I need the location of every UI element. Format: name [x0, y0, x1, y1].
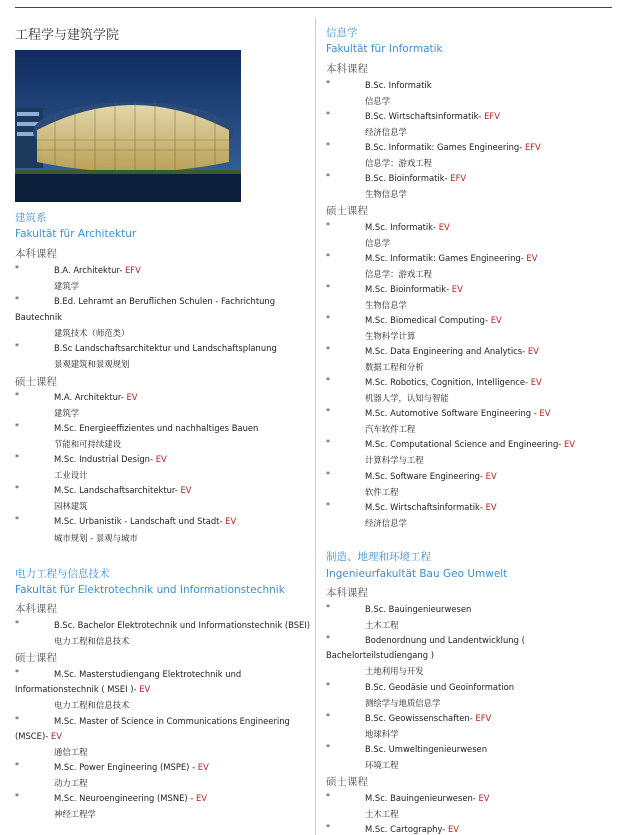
program-tag: EV — [139, 684, 151, 694]
program-level-heading: 本科课程 — [15, 248, 57, 260]
program-name — [365, 408, 550, 418]
program-tag: EFV — [524, 142, 541, 152]
bullet-icon: * — [326, 376, 330, 385]
bullet-icon: * — [326, 79, 330, 88]
program-name-continued — [15, 312, 62, 322]
program-name — [365, 713, 491, 723]
department-title-cn: 信息学 — [326, 27, 358, 39]
program-name-continued — [15, 731, 62, 741]
program-tag: EV — [438, 222, 450, 232]
bullet-icon: * — [15, 295, 19, 304]
program-name-continued — [326, 650, 434, 660]
program-tag: EFV — [484, 111, 500, 121]
program-name — [365, 142, 541, 152]
program-name-text: M.Sc. Informatik- — [365, 222, 439, 232]
bullet-icon: * — [326, 345, 330, 354]
bullet-icon: * — [15, 515, 19, 524]
program-name — [365, 284, 463, 294]
program-name-text: B.A. Architektur- — [54, 265, 126, 275]
bullet-icon: * — [15, 342, 19, 351]
program-name-cn: 建筑技术（师范类） — [54, 328, 130, 338]
program-name-text: B.Sc. Informatik: Games Engineering- — [365, 142, 525, 152]
program-name-text: B.Sc. Bachelor Elektrotechnik und Informationstechnik (BSEI) — [54, 620, 311, 630]
program-name — [365, 111, 500, 121]
program-name-text: M.Sc. Automotive Software Engineering - — [365, 408, 540, 418]
program-name — [365, 793, 490, 803]
bullet-icon: * — [326, 172, 330, 181]
program-name-cn: 神经工程学 — [54, 809, 96, 819]
program-name-cn: 机器人学，认知与智能 — [365, 393, 449, 403]
program-name-cn: 电力工程和信息技术 — [54, 636, 130, 646]
program-name-cn: 建筑学 — [54, 408, 80, 418]
program-name — [54, 423, 258, 433]
program-tag: EV — [451, 284, 463, 294]
program-name — [54, 620, 310, 630]
bullet-icon: * — [326, 712, 330, 721]
program-name-cn: 信息学 — [365, 238, 391, 248]
program-name-cn: 地球科学 — [365, 729, 399, 739]
bullet-icon: * — [326, 501, 330, 510]
program-name-text: M.Sc. Industrial Design- — [54, 454, 156, 464]
top-rule — [15, 7, 612, 8]
program-name-cn: 节能和可持续建设 — [54, 439, 121, 449]
program-name — [365, 173, 466, 183]
program-name — [54, 762, 209, 772]
program-tag: EV — [196, 793, 208, 803]
program-name-cn: 计算科学与工程 — [365, 455, 424, 465]
program-name — [365, 502, 497, 512]
program-name-text: B.Sc. Informatik — [365, 80, 432, 90]
school-title: 工程学与建筑学院 — [15, 28, 120, 43]
bullet-icon: * — [15, 391, 19, 400]
bullet-icon: * — [15, 484, 19, 493]
program-level-heading: 本科课程 — [326, 587, 368, 599]
program-name-cn: 经济信息学 — [365, 518, 407, 528]
program-name-cn: 数据工程和分析 — [365, 362, 424, 372]
program-name-text: M.Sc. Landschaftsarchitektur- — [54, 485, 181, 495]
program-name-text: M.Sc. Urbanistik - Landschaft und Stadt- — [54, 516, 226, 526]
program-tag: EV — [490, 315, 502, 325]
department-title-cn: 电力工程与信息技术 — [15, 568, 110, 580]
program-name-cn: 工业设计 — [54, 470, 88, 480]
program-name-text: B.Sc. Geowissenschaften- — [365, 713, 476, 723]
program-name-text: M.Sc. Robotics, Cognition, Intelligence- — [365, 377, 531, 387]
bullet-icon: * — [326, 252, 330, 261]
bullet-icon: * — [15, 668, 19, 677]
building-photo — [15, 50, 241, 202]
bullet-icon: * — [326, 438, 330, 447]
bullet-icon: * — [326, 110, 330, 119]
program-name-cn: 测绘学与地质信息学 — [365, 698, 441, 708]
program-name — [365, 439, 575, 449]
program-name-cn: 通信工程 — [54, 747, 88, 757]
program-name-text: B.Sc. Wirtschaftsinformatik- — [365, 111, 485, 121]
bullet-icon: * — [326, 743, 330, 752]
department-title-de: Fakultät für Architektur — [15, 228, 137, 240]
program-tag: EFV — [125, 265, 141, 275]
program-name — [365, 744, 487, 754]
program-name-text: M.Sc. Bioinformatik- — [365, 284, 452, 294]
program-tag: EV — [485, 471, 497, 481]
program-level-heading: 硕士课程 — [15, 652, 57, 664]
program-tag: EV — [126, 392, 138, 402]
department-title-cn: 制造、地理和环境工程 — [326, 551, 431, 563]
bullet-icon: * — [326, 792, 330, 801]
program-name-text: M.Sc. Computational Science and Engineering- — [365, 439, 564, 449]
program-name-text: M.Sc. Data Engineering and Analytics- — [365, 346, 528, 356]
program-name-text: B.Sc. Bioinformatik- — [365, 173, 451, 183]
program-name-cn: 生物科学计算 — [365, 331, 416, 341]
program-name-text: M.Sc. Master of Science in Communications Engineering — [54, 716, 290, 726]
program-name-cn: 建筑学 — [54, 281, 80, 291]
department-title-de: Fakultät für Elektrotechnik und Informationstechnik — [15, 584, 285, 596]
program-name — [54, 669, 241, 679]
program-tag: EV — [155, 454, 167, 464]
program-name — [365, 80, 432, 90]
program-name-text: B.Sc. Umweltingenieurwesen — [365, 744, 488, 754]
program-name-cn: 土木工程 — [365, 809, 399, 819]
bullet-icon: * — [326, 470, 330, 479]
program-name-text-continued: Bautechnik — [15, 312, 63, 322]
bullet-icon: * — [15, 422, 19, 431]
program-name-continued — [15, 684, 150, 694]
program-name-text: B.Sc. Geodäsie und Geoinformation — [365, 682, 515, 692]
department-title-de: Fakultät für Informatik — [326, 43, 443, 55]
program-level-heading: 硕士课程 — [15, 376, 57, 388]
bullet-icon: * — [15, 792, 19, 801]
program-name-cn: 信息学 — [365, 96, 391, 106]
program-name — [365, 222, 450, 232]
department-title-de: Ingenieurfakultät Bau Geo Umwelt — [326, 568, 508, 580]
program-name-cn: 动力工程 — [54, 778, 88, 788]
bullet-icon: * — [15, 715, 19, 724]
program-tag: EV — [530, 377, 542, 387]
program-name-text-continued: (MSCE)- — [15, 731, 51, 741]
program-name-cn: 城市规划 - 景观与城市 — [54, 533, 138, 543]
program-name-text: Bodenordnung und Landentwicklung ( — [365, 635, 525, 645]
bullet-icon: * — [15, 619, 19, 628]
program-name-text: M.Sc. Masterstudiengang Elektrotechnik und — [54, 669, 242, 679]
program-name-text: M.Sc. Wirtschaftsinformatik- — [365, 502, 486, 512]
program-tag: EV — [526, 253, 538, 263]
program-name-text-continued: Bachelorteilstudiengang ) — [326, 650, 434, 660]
program-name — [54, 485, 192, 495]
bullet-icon: * — [326, 407, 330, 416]
program-name-text: M.Sc. Cartography- — [365, 824, 448, 834]
program-name-text: M.Sc. Energieeffizientes und nachhaltiges Bauen — [54, 423, 259, 433]
program-name — [54, 392, 138, 402]
bullet-icon: * — [15, 453, 19, 462]
bullet-icon: * — [326, 221, 330, 230]
program-name-text: M.Sc. Neuroengineering (MSNE) - — [54, 793, 196, 803]
program-name — [365, 253, 537, 263]
program-name — [365, 471, 497, 481]
program-tag: EV — [197, 762, 209, 772]
program-tag: EFV — [475, 713, 492, 723]
bullet-icon: * — [326, 681, 330, 690]
bullet-icon: * — [326, 283, 330, 292]
program-tag: EV — [180, 485, 192, 495]
bullet-icon: * — [15, 264, 19, 273]
program-tag: EFV — [450, 173, 467, 183]
program-name-cn: 环境工程 — [365, 760, 399, 770]
program-tag: EV — [478, 793, 490, 803]
program-level-heading: 硕士课程 — [326, 776, 368, 788]
program-tag: EV — [225, 516, 237, 526]
program-name-cn: 经济信息学 — [365, 127, 407, 137]
program-name — [365, 604, 471, 614]
program-tag: EV — [539, 408, 551, 418]
program-name-cn: 生物信息学 — [365, 189, 407, 199]
program-name-text: M.Sc. Bauingenieurwesen- — [365, 793, 479, 803]
department-title-cn: 建筑系 — [15, 212, 47, 224]
program-name-text: M.Sc. Software Engineering- — [365, 471, 486, 481]
bullet-icon: * — [326, 603, 330, 612]
bullet-icon: * — [326, 141, 330, 150]
program-name — [54, 265, 141, 275]
program-name-cn: 软件工程 — [365, 487, 399, 497]
program-tag: EV — [50, 731, 62, 741]
program-name-text: M.A. Architektur- — [54, 392, 127, 402]
program-tag: EV — [485, 502, 497, 512]
program-name-cn: 景观建筑和景观规划 — [54, 359, 130, 369]
program-name-cn: 信息学：游戏工程 — [365, 158, 432, 168]
bullet-icon: * — [326, 634, 330, 643]
program-name — [365, 377, 542, 387]
program-name-text: B.Sc. Bauingenieurwesen — [365, 604, 472, 614]
program-name-cn: 园林建筑 — [54, 501, 88, 511]
program-name-cn: 土木工程 — [365, 620, 399, 630]
bullet-icon: * — [326, 823, 330, 832]
program-name-text: M.Sc. Power Engineering (MSPE) - — [54, 762, 198, 772]
program-name-text: M.Sc. Biomedical Computing- — [365, 315, 491, 325]
program-name-cn: 土地利用与开发 — [365, 666, 424, 676]
column-divider — [315, 18, 316, 835]
program-name — [54, 296, 275, 306]
program-name — [54, 343, 277, 353]
program-name — [365, 824, 459, 834]
program-name-text-continued: Informationstechnik ( MSEI )- — [15, 684, 140, 694]
program-level-heading: 本科课程 — [326, 63, 368, 75]
program-name — [54, 454, 167, 464]
program-name-cn: 汽车软件工程 — [365, 424, 416, 434]
program-name-cn: 信息学：游戏工程 — [365, 269, 432, 279]
program-tag: EV — [447, 824, 460, 834]
program-name — [365, 346, 539, 356]
program-level-heading: 硕士课程 — [326, 205, 368, 217]
bullet-icon: * — [326, 314, 330, 323]
bullet-icon: * — [15, 761, 19, 770]
program-name — [54, 516, 236, 526]
program-name — [365, 635, 525, 645]
program-level-heading: 本科课程 — [15, 603, 57, 615]
program-tag: EV — [563, 439, 575, 449]
program-name — [365, 315, 502, 325]
program-name-text: M.Sc. Informatik: Games Engineering- — [365, 253, 527, 263]
program-name — [54, 793, 207, 803]
program-name — [365, 682, 514, 692]
program-name-cn: 电力工程和信息技术 — [54, 700, 130, 710]
program-name-text: B.Ed. Lehramt an Beruflichen Schulen - Fachrichtung — [54, 296, 276, 306]
program-tag: EV — [527, 346, 539, 356]
program-name — [54, 716, 290, 726]
program-name-cn: 生物信息学 — [365, 300, 407, 310]
program-name-text: B.Sc Landschaftsarchitektur und Landschaftsplanung — [54, 343, 277, 353]
